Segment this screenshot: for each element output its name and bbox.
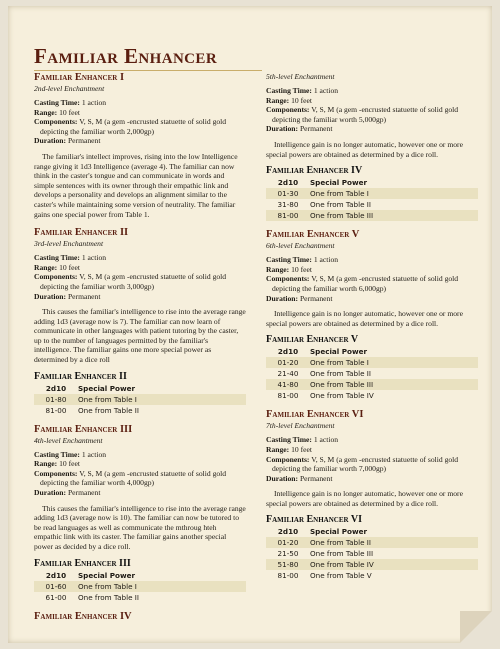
- spell-familiar-enhancer-iv: [266, 72, 478, 221]
- range: Range: 10 feet: [266, 264, 312, 274]
- table-row: 01-80 One from Table I: [34, 394, 246, 405]
- range: Range: 10 feet: [34, 107, 80, 117]
- spell-familiar-enhancer-vi: [266, 409, 478, 581]
- spell-familiar-enhancer-i: [34, 72, 246, 219]
- casting-time: Casting Time: 1 action: [266, 255, 339, 265]
- spell-familiar-enhancer-ii: [34, 227, 246, 416]
- casting-time: Casting Time: 1 action: [34, 449, 107, 459]
- power-table: [34, 570, 246, 603]
- page-title: Familiar Enhancer: [34, 44, 218, 68]
- table-title: Familiar Enhancer VI: [266, 514, 362, 526]
- table-title: Familiar Enhancer IV: [266, 165, 363, 177]
- power-table: [266, 177, 478, 221]
- spell-description: The familiar's intellect improves, rising into the low Intelligence range giving it 1d3 Intelligence (average 4). The familiar can now think in the caster's tongue and can communicate in words and simple sentences with its owner through their empathic link and develops a personality and develops an alignment similar to the caster's while maintaining some version of neutrality. The familiar gains one special power from Table 1.: [34, 151, 238, 219]
- spell-level: 4th-level Enchantment: [34, 435, 103, 445]
- column-header: 2d10: [277, 178, 299, 188]
- table-row: 01-20 One from Table I: [266, 357, 478, 368]
- right-column: [266, 72, 478, 581]
- column-header: Special Power: [78, 570, 136, 580]
- duration: Duration: Permanent: [34, 488, 101, 498]
- range: Range: 10 feet: [266, 444, 312, 454]
- table-row: 01-20 One from Table II: [266, 537, 478, 548]
- table-row: 61-00 One from Table II: [45, 592, 140, 602]
- power-table: [266, 526, 478, 581]
- document-page: [8, 6, 492, 643]
- spell-level: 5th-level Enchantment: [266, 72, 335, 81]
- components: Components: V, S, M (a gem -encrusted statuette of solid gold depicting the familiar worth 5,000gp): [266, 105, 459, 124]
- table-row: 81-00 One from Table II: [45, 405, 140, 415]
- duration: Duration: Permanent: [266, 124, 333, 134]
- components: Components: V, S, M (a gem -encrusted statuette of solid gold depicting the familiar worth 4,000gp): [34, 468, 227, 488]
- power-table: [266, 346, 478, 401]
- column-header: 2d10: [45, 383, 67, 393]
- table-row: 01-60 One from Table I: [34, 581, 246, 592]
- page-curl-corner: [460, 611, 492, 643]
- column-header: 2d10: [45, 570, 67, 580]
- column-header: 2d10: [277, 527, 299, 537]
- column-header: Special Power: [310, 347, 368, 357]
- table-row: 51-80 One from Table IV: [266, 559, 478, 570]
- spell-level: 7th-level Enchantment: [266, 421, 335, 431]
- table-row: 01-30 One from Table I: [266, 188, 478, 199]
- title-divider: [34, 70, 262, 71]
- spell-heading: Familiar Enhancer I: [34, 72, 125, 83]
- spell-description: Intelligence gain is no longer automatic, however one or more special powers are obtained as determined by a dice roll.: [266, 309, 463, 328]
- spell-level: 2nd-level Enchantment: [34, 84, 105, 93]
- casting-time: Casting Time: 1 action: [34, 253, 107, 263]
- duration: Duration: Permanent: [34, 291, 101, 301]
- range: Range: 10 feet: [266, 95, 312, 105]
- table-row: 81-00 One from Table IV: [277, 391, 374, 401]
- components: Components: V, S, M (a gem -encrusted statuette of solid gold depicting the familiar worth 7,000gp): [266, 454, 459, 474]
- components: Components: V, S, M (a gem -encrusted statuette of solid gold depicting the familiar worth 6,000gp): [266, 274, 459, 293]
- range: Range: 10 feet: [34, 262, 80, 272]
- table-row: 81-00 One from Table V: [277, 571, 372, 581]
- table-row: 21-50 One from Table III: [277, 549, 374, 559]
- spell-description: This causes the familiar's intelligence to rise into the average range adding 1d3 (average now is 10). The familiar can now be tutored to be read languages as well as communicate the mthroug hteh empathic link with its caster. The familiar gains another special power as decided by a dice roll.: [34, 503, 246, 551]
- column-header: Special Power: [78, 383, 136, 393]
- duration: Duration: Permanent: [266, 293, 333, 303]
- spell-heading: Familiar Enhancer II: [34, 227, 129, 239]
- table-row: 21-40 One from Table II: [277, 369, 372, 379]
- table-row: 41-80 One from Table III: [266, 379, 478, 390]
- table-title: Familiar Enhancer III: [34, 557, 131, 569]
- casting-time: Casting Time: 1 action: [266, 86, 339, 95]
- left-column: [34, 72, 246, 623]
- casting-time: Casting Time: 1 action: [266, 435, 339, 445]
- spell-heading: Familiar Enhancer V: [266, 229, 360, 241]
- spell-description: Intelligence gain is no longer automatic, however one or more special powers are obtained as determined by a dice roll.: [266, 139, 463, 159]
- components: Components: V, S, M (a gem -encrusted statuette of solid gold depicting the familiar worth 2,000gp): [34, 117, 227, 136]
- range: Range: 10 feet: [34, 459, 80, 469]
- spell-familiar-enhancer-iii: [34, 424, 246, 603]
- spell-level: 3rd-level Enchantment: [34, 239, 104, 249]
- casting-time: Casting Time: 1 action: [34, 98, 107, 107]
- table-title: Familiar Enhancer II: [34, 370, 127, 382]
- spell-heading-iv: Familiar Enhancer IV: [34, 610, 132, 622]
- column-header: Special Power: [310, 527, 368, 537]
- spell-description: This causes the familiar's intelligence to rise into the average range adding 1d3 (average now is 7). The familiar can now learn of communicate in other languages with patient tutoring by the caster, up to the number of languages permitted by the familiar's intelligence. The familiar gains one more special power as determined by a dice roll: [34, 307, 246, 365]
- table-title: Familiar Enhancer V: [266, 334, 359, 346]
- components: Components: V, S, M (a gem -encrusted statuette of solid gold depicting the familiar worth 3,000gp): [34, 272, 227, 291]
- column-header: Special Power: [310, 178, 368, 188]
- column-header: 2d10: [277, 347, 299, 357]
- table-row: 31-80 One from Table II: [277, 200, 372, 210]
- spell-description: Intelligence gain is no longer automatic, however one or more special powers are obtained as determined by a dice roll.: [266, 489, 463, 508]
- table-row: 81-00 One from Table III: [266, 210, 478, 221]
- duration: Duration: Permanent: [266, 473, 333, 483]
- spell-heading: Familiar Enhancer VI: [266, 409, 364, 421]
- duration: Duration: Permanent: [34, 136, 101, 146]
- spell-level: 6th-level Enchantment: [266, 241, 335, 251]
- spell-heading: Familiar Enhancer III: [34, 423, 133, 435]
- power-table: [34, 383, 246, 416]
- spell-familiar-enhancer-v: [266, 229, 478, 401]
